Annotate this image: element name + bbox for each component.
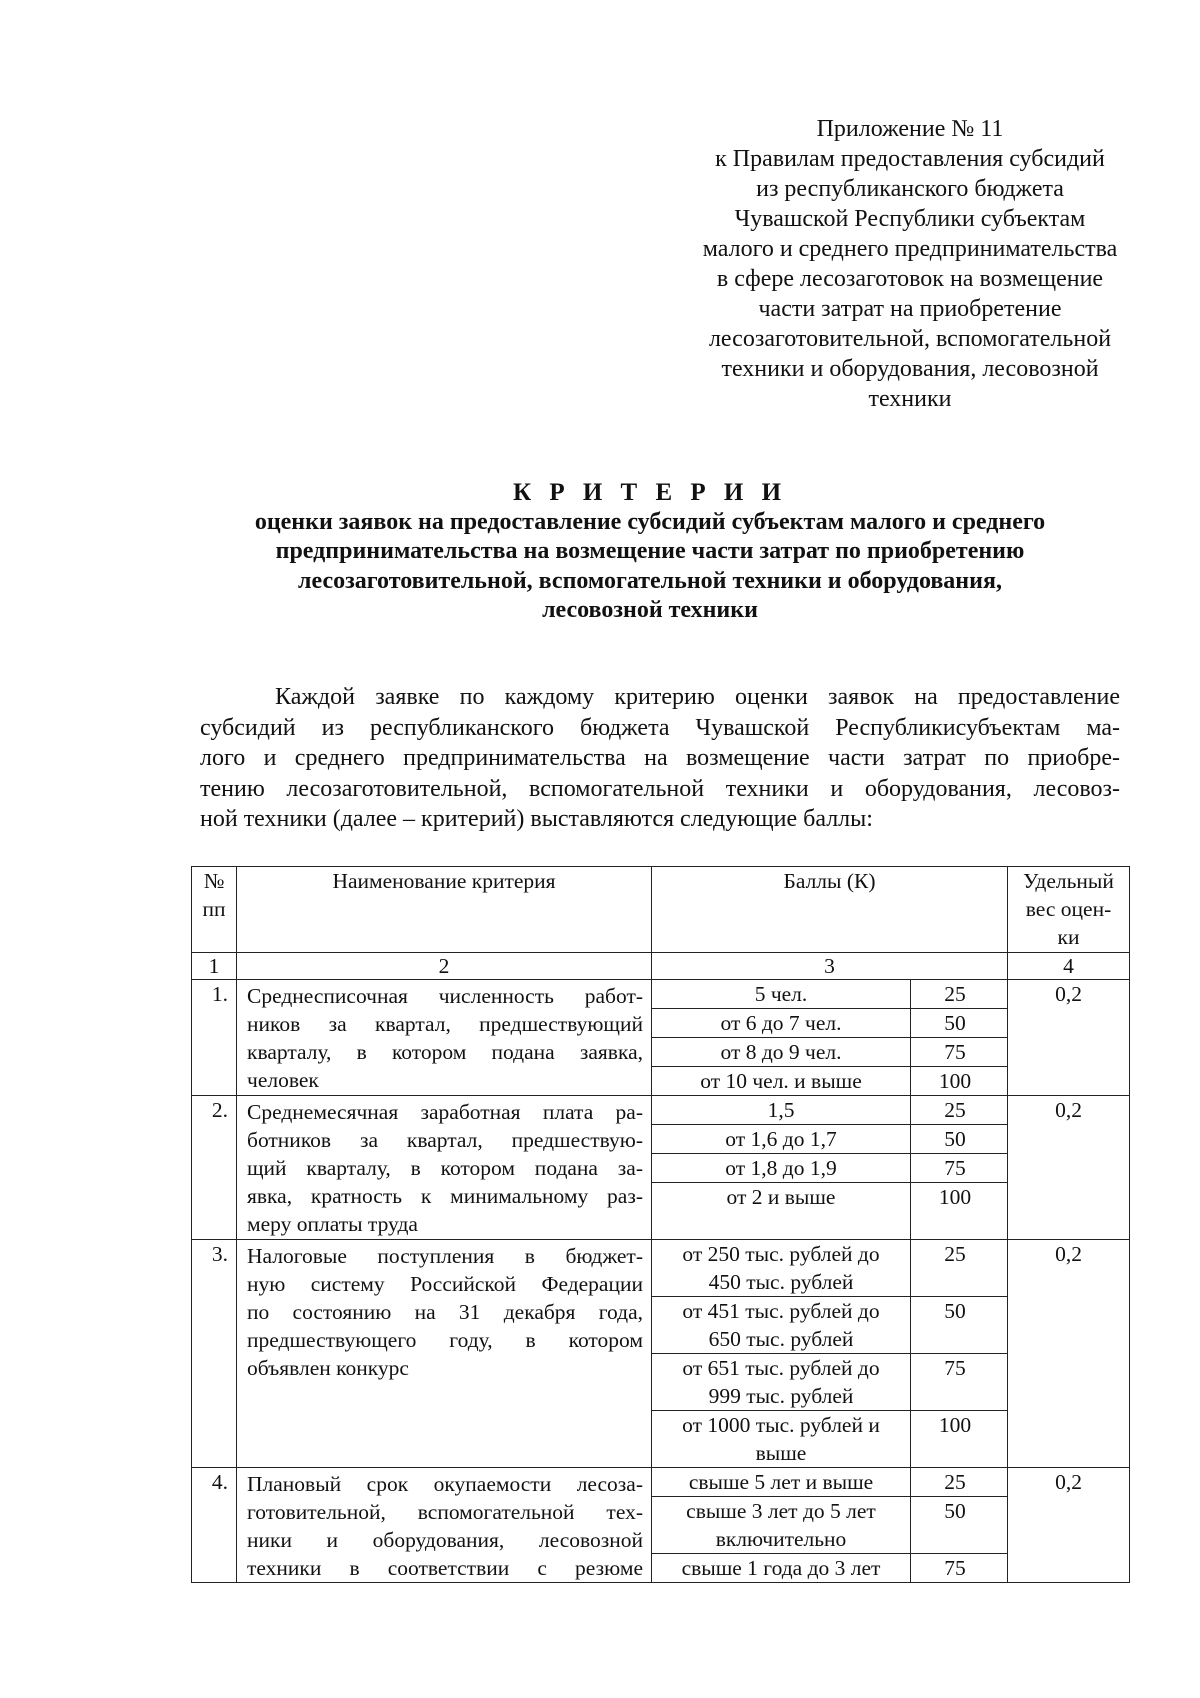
header-points: Баллы (К)	[652, 867, 1008, 953]
score-range: от 6 до 7 чел.	[652, 1009, 911, 1038]
score-points: 75	[911, 1354, 1008, 1411]
appendix-line: из республиканского бюджета	[756, 176, 1064, 202]
score-points: 50	[911, 1125, 1008, 1154]
score-points: 75	[911, 1038, 1008, 1067]
score-range: свыше 1 года до 3 лет	[652, 1554, 911, 1583]
row-number: 4.	[192, 1468, 237, 1583]
score-range: от 250 тыс. рублей до 450 тыс. рублей	[652, 1240, 911, 1297]
title-line: предпринимательства на возмещение части затрат по приобретению	[275, 538, 1025, 564]
row-number: 1.	[192, 980, 237, 1096]
score-points: 100	[911, 1067, 1008, 1096]
score-points: 50	[911, 1497, 1008, 1554]
appendix-line: к Правилам предоставления субсидий	[715, 146, 1105, 172]
score-range: свыше 3 лет до 5 лет включительно	[652, 1497, 911, 1554]
score-range: от 1000 тыс. рублей и выше	[652, 1411, 911, 1468]
index-cell: 3	[652, 953, 1008, 980]
criterion-cell: Налоговые поступления в бюджет- ную систему Российской Федерации по состоянию на 31 декабря года, предшествующего году, в котором объявлен конкурс	[237, 1240, 652, 1468]
header-name: Наименование критерия	[237, 867, 652, 953]
appendix-line: лесозаготовительной, вспомогательной	[708, 326, 1112, 352]
score-range: 5 чел.	[652, 980, 911, 1009]
score-points: 75	[911, 1154, 1008, 1183]
weight-cell: 0,2	[1008, 1468, 1130, 1583]
appendix-line: малого и среднего предпринимательства	[702, 236, 1118, 262]
title-line: оценки заявок на предоставление субсидий субъектам малого и среднего	[254, 508, 1046, 535]
table-row	[192, 1468, 1130, 1497]
criterion-cell: Плановый срок окупаемости лесоза- готовительной, вспомогательной тех- ники и оборудования, лесовозной техники в соответствии с резюме	[237, 1468, 652, 1583]
criterion-cell: Среднемесячная заработная плата ра- ботников за квартал, предшествую- щий кварталу, в котором подана за- явка, кратность к минимальному раз- меру оплаты труда	[237, 1096, 652, 1240]
table-row	[192, 1240, 1130, 1297]
score-points: 100	[911, 1411, 1008, 1468]
weight-cell: 0,2	[1008, 1240, 1130, 1468]
score-range: свыше 5 лет и выше	[652, 1468, 911, 1497]
intro-line: тению лесозаготовительной, вспомогательной техники и оборудования, лесовоз-	[200, 775, 1120, 802]
score-range: от 1,6 до 1,7	[652, 1125, 911, 1154]
criteria-table	[191, 866, 1130, 1583]
index-cell: 1	[192, 953, 237, 980]
appendix-line: части затрат на приобретение	[758, 296, 1062, 322]
appendix-header	[650, 114, 1170, 414]
index-cell: 2	[237, 953, 652, 980]
row-number: 3.	[192, 1240, 237, 1468]
header-weight: Удельный вес оцен- ки	[1008, 867, 1130, 953]
criterion-cell: Среднесписочная численность работ- ников за квартал, предшествующий кварталу, в котором подана заявка, человек	[237, 980, 652, 1096]
title-main: К Р И Т Е Р И И	[512, 479, 788, 506]
score-range: от 8 до 9 чел.	[652, 1038, 911, 1067]
score-range: от 2 и выше	[652, 1183, 911, 1240]
score-points: 25	[911, 1096, 1008, 1125]
appendix-line: в сфере лесозаготовок на возмещение	[716, 266, 1104, 292]
header-num: № пп	[192, 867, 237, 953]
score-range: от 451 тыс. рублей до 650 тыс. рублей	[652, 1297, 911, 1354]
weight-cell: 0,2	[1008, 1096, 1130, 1240]
intro-line: ной техники (далее – критерий) выставляются следующие баллы:	[200, 806, 873, 832]
title-line: лесозаготовительной, вспомогательной техники и оборудования,	[298, 567, 1002, 594]
appendix-line: техники	[868, 386, 952, 412]
weight-cell: 0,2	[1008, 980, 1130, 1096]
document-title	[190, 478, 1110, 626]
score-points: 100	[911, 1183, 1008, 1240]
intro-line: субсидий из республиканского бюджета Чувашской Республикисубъектам ма-	[200, 714, 1120, 741]
score-points: 50	[911, 1009, 1008, 1038]
score-points: 25	[911, 1468, 1008, 1497]
table-row	[192, 1096, 1130, 1125]
score-points: 75	[911, 1554, 1008, 1583]
table-row	[192, 980, 1130, 1009]
score-points: 25	[911, 980, 1008, 1009]
index-cell: 4	[1008, 953, 1130, 980]
score-range: от 651 тыс. рублей до 999 тыс. рублей	[652, 1354, 911, 1411]
appendix-line: Чувашской Республики субъектам	[734, 206, 1086, 232]
table-header-row	[192, 867, 1130, 953]
score-points: 50	[911, 1297, 1008, 1354]
intro-line: Каждой заявке по каждому критерию оценки заявок на предоставление	[275, 684, 1120, 710]
score-points: 25	[911, 1240, 1008, 1297]
score-range: от 1,8 до 1,9	[652, 1154, 911, 1183]
appendix-line: Приложение № 11	[816, 116, 1004, 142]
table-index-row	[192, 953, 1130, 980]
score-range: от 10 чел. и выше	[652, 1067, 911, 1096]
intro-paragraph	[200, 682, 1120, 835]
title-line: лесовозной техники	[542, 597, 758, 623]
row-number: 2.	[192, 1096, 237, 1240]
appendix-line: техники и оборудования, лесовозной	[721, 356, 1099, 382]
score-range: 1,5	[652, 1096, 911, 1125]
intro-line: лого и среднего предпринимательства на возмещение части затрат по приобре-	[200, 745, 1120, 771]
